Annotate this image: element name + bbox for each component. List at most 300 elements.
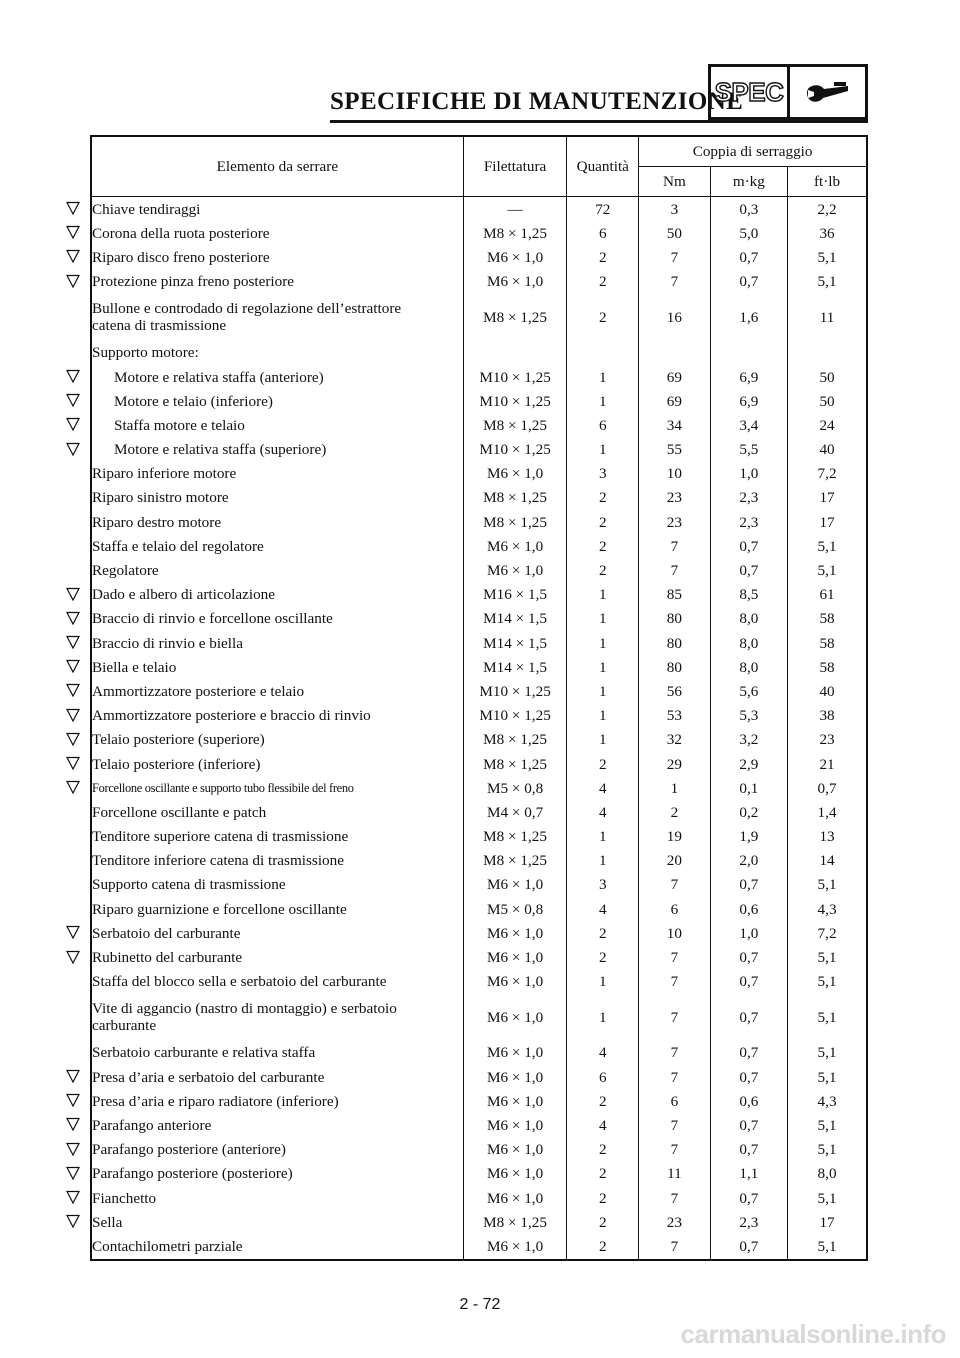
item-name-text: Motore e telaio (inferiore) bbox=[114, 392, 273, 410]
cell-ftlb: 58 bbox=[788, 655, 867, 679]
table-row bbox=[91, 873, 867, 897]
cell-mkg: 8,0 bbox=[710, 607, 787, 631]
item-name-text: Bullone e controdado di regolazione dell’estrattore bbox=[92, 300, 402, 318]
table-row bbox=[91, 486, 867, 510]
cell-ftlb: 5,1 bbox=[788, 1065, 867, 1089]
cell-qty: 2 bbox=[567, 1210, 639, 1234]
item-name bbox=[92, 438, 463, 462]
cell-ftlb: 5,1 bbox=[788, 245, 867, 269]
cell-qty: 72 bbox=[567, 197, 639, 222]
item-name-text: Chiave tendiraggi bbox=[92, 200, 201, 218]
table-row bbox=[91, 413, 867, 437]
cell-mkg: 3,2 bbox=[710, 728, 787, 752]
cell-qty: 1 bbox=[567, 583, 639, 607]
table-row bbox=[91, 631, 867, 655]
item-name-text: Protezione pinza freno posteriore bbox=[92, 273, 294, 291]
cell-qty: 2 bbox=[567, 558, 639, 582]
triangle-icon bbox=[66, 1214, 80, 1228]
wrench-icon bbox=[790, 64, 868, 120]
cell-mkg: 0,2 bbox=[710, 800, 787, 824]
cell-ftlb: 5,1 bbox=[788, 994, 867, 1041]
cell-mkg: 5,6 bbox=[710, 679, 787, 703]
item-name bbox=[92, 921, 463, 945]
cell-ftlb: 40 bbox=[788, 679, 867, 703]
table-row bbox=[91, 994, 867, 1041]
cell-mkg: 0,7 bbox=[710, 970, 787, 994]
cell-qty: 6 bbox=[567, 1065, 639, 1089]
item-name bbox=[92, 655, 463, 679]
cell-nm: 7 bbox=[639, 1113, 710, 1137]
cell-nm: 7 bbox=[639, 270, 710, 294]
table-row bbox=[91, 1186, 867, 1210]
cell-mkg bbox=[710, 341, 787, 365]
cell-ftlb: 11 bbox=[788, 294, 867, 341]
triangle-icon bbox=[66, 780, 80, 794]
cell-nm: 7 bbox=[639, 534, 710, 558]
triangle-icon bbox=[66, 950, 80, 964]
cell-nm: 32 bbox=[639, 728, 710, 752]
item-name-text: Presa d’aria e serbatoio del carburante bbox=[92, 1068, 325, 1086]
cell-thread: M10 × 1,25 bbox=[463, 365, 567, 389]
cell-thread: M6 × 1,0 bbox=[463, 873, 567, 897]
cell-nm: 7 bbox=[639, 945, 710, 969]
cell-qty: 4 bbox=[567, 1041, 639, 1065]
cell-qty: 1 bbox=[567, 389, 639, 413]
cell-nm: 7 bbox=[639, 1234, 710, 1259]
cell-mkg: 0,1 bbox=[710, 776, 787, 800]
item-name bbox=[92, 558, 463, 582]
cell-mkg: 8,5 bbox=[710, 583, 787, 607]
cell-nm: 7 bbox=[639, 1186, 710, 1210]
triangle-icon bbox=[66, 369, 80, 383]
cell-nm: 7 bbox=[639, 873, 710, 897]
cell-ftlb: 40 bbox=[788, 438, 867, 462]
item-name bbox=[92, 1041, 463, 1065]
item-name bbox=[92, 510, 463, 534]
cell-qty: 4 bbox=[567, 897, 639, 921]
triangle-icon bbox=[66, 1166, 80, 1180]
cell-nm: 23 bbox=[639, 486, 710, 510]
cell-ftlb: 36 bbox=[788, 221, 867, 245]
cell-mkg: 2,9 bbox=[710, 752, 787, 776]
item-name-text: Supporto motore: bbox=[92, 344, 199, 362]
cell-nm: 10 bbox=[639, 921, 710, 945]
item-name bbox=[92, 679, 463, 703]
item-name-text: Sella bbox=[92, 1213, 123, 1231]
triangle-icon bbox=[66, 659, 80, 673]
cell-nm: 7 bbox=[639, 994, 710, 1041]
cell-thread: M5 × 0,8 bbox=[463, 897, 567, 921]
cell-nm: 53 bbox=[639, 704, 710, 728]
item-name bbox=[92, 534, 463, 558]
cell-thread: M16 × 1,5 bbox=[463, 583, 567, 607]
cell-thread: M8 × 1,25 bbox=[463, 825, 567, 849]
item-name-text-line2: catena di trasmissione bbox=[92, 317, 227, 335]
triangle-icon bbox=[66, 417, 80, 431]
cell-ftlb: 50 bbox=[788, 389, 867, 413]
cell-nm: 10 bbox=[639, 462, 710, 486]
cell-ftlb: 7,2 bbox=[788, 462, 867, 486]
cell-thread: M14 × 1,5 bbox=[463, 631, 567, 655]
cell-qty bbox=[567, 341, 639, 365]
table-row bbox=[91, 825, 867, 849]
item-name-text: Braccio di rinvio e forcellone oscillante bbox=[92, 610, 333, 628]
cell-mkg: 0,7 bbox=[710, 1113, 787, 1137]
cell-thread: M6 × 1,0 bbox=[463, 534, 567, 558]
cell-mkg: 0,7 bbox=[710, 558, 787, 582]
triangle-icon bbox=[66, 1117, 80, 1131]
item-name bbox=[92, 389, 463, 413]
cell-ftlb: 2,2 bbox=[788, 197, 867, 222]
cell-qty: 2 bbox=[567, 294, 639, 341]
cell-mkg: 8,0 bbox=[710, 655, 787, 679]
cell-ftlb: 5,1 bbox=[788, 270, 867, 294]
cell-qty: 4 bbox=[567, 800, 639, 824]
item-name bbox=[92, 365, 463, 389]
table-row bbox=[91, 897, 867, 921]
col-header-ftlb: ft·lb bbox=[788, 167, 867, 197]
triangle-icon bbox=[66, 442, 80, 456]
cell-nm: 6 bbox=[639, 897, 710, 921]
cell-thread: M6 × 1,0 bbox=[463, 1065, 567, 1089]
cell-ftlb: 7,2 bbox=[788, 921, 867, 945]
cell-nm: 69 bbox=[639, 365, 710, 389]
cell-thread: M8 × 1,25 bbox=[463, 486, 567, 510]
item-name-text: Parafango posteriore (anteriore) bbox=[92, 1141, 286, 1159]
cell-qty: 2 bbox=[567, 245, 639, 269]
col-header-nm: Nm bbox=[639, 167, 710, 197]
table-row bbox=[91, 945, 867, 969]
item-name bbox=[92, 486, 463, 510]
item-name-text: Riparo sinistro motore bbox=[92, 489, 229, 507]
cell-qty: 2 bbox=[567, 1234, 639, 1259]
cell-thread: M8 × 1,25 bbox=[463, 849, 567, 873]
table-row bbox=[91, 704, 867, 728]
cell-ftlb: 5,1 bbox=[788, 1186, 867, 1210]
item-name bbox=[92, 873, 463, 897]
cell-qty: 2 bbox=[567, 945, 639, 969]
cell-nm: 7 bbox=[639, 558, 710, 582]
table-row bbox=[91, 970, 867, 994]
cell-ftlb: 24 bbox=[788, 413, 867, 437]
cell-qty: 2 bbox=[567, 510, 639, 534]
item-name-text: Staffa del blocco sella e serbatoio del carburante bbox=[92, 973, 387, 991]
item-name bbox=[92, 800, 463, 824]
table-row bbox=[91, 558, 867, 582]
item-name-text: Riparo guarnizione e forcellone oscillante bbox=[92, 900, 347, 918]
table-row bbox=[91, 776, 867, 800]
cell-mkg: 0,6 bbox=[710, 897, 787, 921]
item-name bbox=[92, 945, 463, 969]
item-name bbox=[92, 270, 463, 294]
cell-thread bbox=[463, 341, 567, 365]
triangle-icon bbox=[66, 393, 80, 407]
item-name-text: Staffa motore e telaio bbox=[114, 416, 245, 434]
cell-mkg: 2,3 bbox=[710, 510, 787, 534]
cell-qty: 1 bbox=[567, 994, 639, 1041]
cell-mkg: 0,7 bbox=[710, 873, 787, 897]
table-row bbox=[91, 1210, 867, 1234]
cell-ftlb: 8,0 bbox=[788, 1162, 867, 1186]
cell-mkg: 0,3 bbox=[710, 197, 787, 222]
table-row bbox=[91, 1041, 867, 1065]
cell-mkg: 5,5 bbox=[710, 438, 787, 462]
cell-mkg: 1,0 bbox=[710, 462, 787, 486]
cell-qty: 1 bbox=[567, 438, 639, 462]
cell-qty: 3 bbox=[567, 462, 639, 486]
triangle-icon bbox=[66, 611, 80, 625]
cell-qty: 4 bbox=[567, 776, 639, 800]
cell-mkg: 0,7 bbox=[710, 1138, 787, 1162]
item-name bbox=[92, 341, 463, 365]
item-name bbox=[92, 825, 463, 849]
item-name-text: Parafango anteriore bbox=[92, 1116, 212, 1134]
cell-thread: M6 × 1,0 bbox=[463, 558, 567, 582]
item-name-text: Vite di aggancio (nastro di montaggio) e serbatoio bbox=[92, 1000, 397, 1018]
cell-qty: 2 bbox=[567, 1162, 639, 1186]
table-row bbox=[91, 800, 867, 824]
item-name bbox=[92, 1065, 463, 1089]
cell-nm: 7 bbox=[639, 1065, 710, 1089]
item-name bbox=[92, 994, 463, 1041]
item-name-text: Telaio posteriore (superiore) bbox=[92, 731, 265, 749]
cell-mkg: 6,9 bbox=[710, 389, 787, 413]
cell-ftlb: 61 bbox=[788, 583, 867, 607]
cell-qty: 2 bbox=[567, 1186, 639, 1210]
cell-ftlb: 4,3 bbox=[788, 897, 867, 921]
cell-nm: 80 bbox=[639, 607, 710, 631]
item-name bbox=[92, 413, 463, 437]
cell-nm: 16 bbox=[639, 294, 710, 341]
triangle-icon bbox=[66, 1069, 80, 1083]
cell-thread: M6 × 1,0 bbox=[463, 1162, 567, 1186]
cell-thread: M8 × 1,25 bbox=[463, 294, 567, 341]
cell-qty: 1 bbox=[567, 607, 639, 631]
cell-nm bbox=[639, 341, 710, 365]
cell-mkg: 1,1 bbox=[710, 1162, 787, 1186]
item-name-text-line2: carburante bbox=[92, 1017, 157, 1035]
item-name-text: Ammortizzatore posteriore e braccio di rinvio bbox=[92, 707, 371, 725]
triangle-icon bbox=[66, 925, 80, 939]
item-name bbox=[92, 1089, 463, 1113]
cell-qty: 2 bbox=[567, 1138, 639, 1162]
page-header bbox=[330, 64, 868, 122]
item-name-text: Serbatoio del carburante bbox=[92, 924, 241, 942]
item-name bbox=[92, 1113, 463, 1137]
cell-mkg: 2,3 bbox=[710, 1210, 787, 1234]
item-name bbox=[92, 1210, 463, 1234]
cell-mkg: 0,7 bbox=[710, 1186, 787, 1210]
item-name bbox=[92, 704, 463, 728]
table-row bbox=[91, 921, 867, 945]
item-name bbox=[92, 1138, 463, 1162]
cell-nm: 34 bbox=[639, 413, 710, 437]
cell-thread: M10 × 1,25 bbox=[463, 704, 567, 728]
cell-nm: 1 bbox=[639, 776, 710, 800]
cell-mkg: 0,7 bbox=[710, 1041, 787, 1065]
cell-qty: 2 bbox=[567, 270, 639, 294]
item-name-text: Tenditore inferiore catena di trasmissione bbox=[92, 852, 344, 870]
item-name bbox=[92, 1162, 463, 1186]
cell-qty: 1 bbox=[567, 631, 639, 655]
cell-ftlb: 5,1 bbox=[788, 945, 867, 969]
cell-nm: 29 bbox=[639, 752, 710, 776]
cell-nm: 7 bbox=[639, 970, 710, 994]
table-row bbox=[91, 294, 867, 341]
item-name bbox=[92, 752, 463, 776]
item-name-text: Riparo disco freno posteriore bbox=[92, 248, 270, 266]
item-name-text: Supporto catena di trasmissione bbox=[92, 876, 286, 894]
item-name-text: Fianchetto bbox=[92, 1189, 157, 1207]
table-row bbox=[91, 341, 867, 365]
torque-spec-table bbox=[90, 135, 868, 1261]
cell-mkg: 0,7 bbox=[710, 534, 787, 558]
cell-mkg: 3,4 bbox=[710, 413, 787, 437]
item-name bbox=[92, 462, 463, 486]
item-name bbox=[92, 583, 463, 607]
cell-nm: 2 bbox=[639, 800, 710, 824]
table-row bbox=[91, 583, 867, 607]
cell-mkg: 2,0 bbox=[710, 849, 787, 873]
item-name-text: Riparo inferiore motore bbox=[92, 465, 237, 483]
cell-nm: 7 bbox=[639, 1041, 710, 1065]
item-name-text: Telaio posteriore (inferiore) bbox=[92, 755, 261, 773]
table-row bbox=[91, 221, 867, 245]
item-name-text: Parafango posteriore (posteriore) bbox=[92, 1165, 293, 1183]
cell-qty: 2 bbox=[567, 921, 639, 945]
cell-qty: 1 bbox=[567, 679, 639, 703]
cell-nm: 55 bbox=[639, 438, 710, 462]
cell-qty: 3 bbox=[567, 873, 639, 897]
cell-thread: M6 × 1,0 bbox=[463, 1041, 567, 1065]
item-name-text: Forcellone oscillante e supporto tubo flessibile del freno bbox=[92, 780, 354, 795]
item-name bbox=[92, 849, 463, 873]
item-name bbox=[92, 728, 463, 752]
triangle-icon bbox=[66, 756, 80, 770]
cell-qty: 4 bbox=[567, 1113, 639, 1137]
cell-qty: 6 bbox=[567, 221, 639, 245]
cell-mkg: 0,7 bbox=[710, 245, 787, 269]
cell-thread: M6 × 1,0 bbox=[463, 970, 567, 994]
cell-qty: 1 bbox=[567, 655, 639, 679]
triangle-icon bbox=[66, 225, 80, 239]
cell-mkg: 5,0 bbox=[710, 221, 787, 245]
cell-ftlb: 5,1 bbox=[788, 1234, 867, 1259]
cell-qty: 2 bbox=[567, 534, 639, 558]
cell-ftlb: 5,1 bbox=[788, 970, 867, 994]
cell-ftlb: 4,3 bbox=[788, 1089, 867, 1113]
table-row bbox=[91, 1065, 867, 1089]
table-row bbox=[91, 752, 867, 776]
cell-nm: 7 bbox=[639, 245, 710, 269]
item-name-text: Dado e albero di articolazione bbox=[92, 586, 276, 604]
cell-nm: 20 bbox=[639, 849, 710, 873]
table-row bbox=[91, 438, 867, 462]
table-row bbox=[91, 1162, 867, 1186]
cell-ftlb: 14 bbox=[788, 849, 867, 873]
table-row bbox=[91, 462, 867, 486]
triangle-icon bbox=[66, 1093, 80, 1107]
triangle-icon bbox=[66, 274, 80, 288]
cell-mkg: 6,9 bbox=[710, 365, 787, 389]
cell-mkg: 0,7 bbox=[710, 1234, 787, 1259]
triangle-icon bbox=[66, 683, 80, 697]
cell-qty: 1 bbox=[567, 825, 639, 849]
item-name bbox=[92, 970, 463, 994]
triangle-icon bbox=[66, 201, 80, 215]
item-name-text: Staffa e telaio del regolatore bbox=[92, 537, 264, 555]
cell-thread: M10 × 1,25 bbox=[463, 438, 567, 462]
item-name bbox=[92, 607, 463, 631]
cell-thread: M6 × 1,0 bbox=[463, 1089, 567, 1113]
watermark: carmanualsonline.info bbox=[680, 1319, 946, 1349]
cell-thread: M8 × 1,25 bbox=[463, 221, 567, 245]
cell-thread: M6 × 1,0 bbox=[463, 994, 567, 1041]
cell-thread: M6 × 1,0 bbox=[463, 1186, 567, 1210]
item-name-text: Presa d’aria e riparo radiatore (inferiore) bbox=[92, 1092, 339, 1110]
cell-qty: 1 bbox=[567, 365, 639, 389]
cell-ftlb: 38 bbox=[788, 704, 867, 728]
triangle-icon bbox=[66, 732, 80, 746]
cell-thread: M8 × 1,25 bbox=[463, 413, 567, 437]
item-name-text: Serbatoio carburante e relativa staffa bbox=[92, 1044, 316, 1062]
cell-nm: 80 bbox=[639, 631, 710, 655]
cell-mkg: 8,0 bbox=[710, 631, 787, 655]
cell-thread: M14 × 1,5 bbox=[463, 607, 567, 631]
cell-thread: M5 × 0,8 bbox=[463, 776, 567, 800]
cell-ftlb: 5,1 bbox=[788, 1138, 867, 1162]
item-name-text: Motore e relativa staffa (anteriore) bbox=[114, 368, 324, 386]
triangle-icon bbox=[66, 1142, 80, 1156]
cell-qty: 2 bbox=[567, 486, 639, 510]
item-name bbox=[92, 294, 463, 341]
cell-thread: M6 × 1,0 bbox=[463, 945, 567, 969]
table-row bbox=[91, 679, 867, 703]
triangle-icon bbox=[66, 1190, 80, 1204]
cell-thread: M6 × 1,0 bbox=[463, 245, 567, 269]
cell-nm: 56 bbox=[639, 679, 710, 703]
cell-ftlb: 21 bbox=[788, 752, 867, 776]
cell-ftlb: 58 bbox=[788, 607, 867, 631]
item-name-text: Regolatore bbox=[92, 562, 159, 580]
cell-ftlb: 23 bbox=[788, 728, 867, 752]
cell-qty: 2 bbox=[567, 752, 639, 776]
table-row bbox=[91, 534, 867, 558]
cell-mkg: 1,6 bbox=[710, 294, 787, 341]
triangle-icon bbox=[66, 249, 80, 263]
item-name-text: Braccio di rinvio e biella bbox=[92, 634, 243, 652]
triangle-icon bbox=[66, 587, 80, 601]
cell-thread: M8 × 1,25 bbox=[463, 728, 567, 752]
item-name-text: Riparo destro motore bbox=[92, 513, 222, 531]
cell-mkg: 1,0 bbox=[710, 921, 787, 945]
cell-nm: 19 bbox=[639, 825, 710, 849]
cell-ftlb: 5,1 bbox=[788, 1113, 867, 1137]
cell-ftlb: 13 bbox=[788, 825, 867, 849]
item-name bbox=[92, 631, 463, 655]
cell-mkg: 0,7 bbox=[710, 945, 787, 969]
table-row bbox=[91, 1138, 867, 1162]
page-number: 2 - 72 bbox=[459, 1296, 501, 1313]
cell-ftlb: 17 bbox=[788, 510, 867, 534]
item-name bbox=[92, 897, 463, 921]
table-row bbox=[91, 510, 867, 534]
cell-thread: M4 × 0,7 bbox=[463, 800, 567, 824]
table-row bbox=[91, 607, 867, 631]
cell-qty: 1 bbox=[567, 728, 639, 752]
item-name-text: Corona della ruota posteriore bbox=[92, 224, 270, 242]
col-header-thread: Filettatura bbox=[463, 136, 567, 197]
